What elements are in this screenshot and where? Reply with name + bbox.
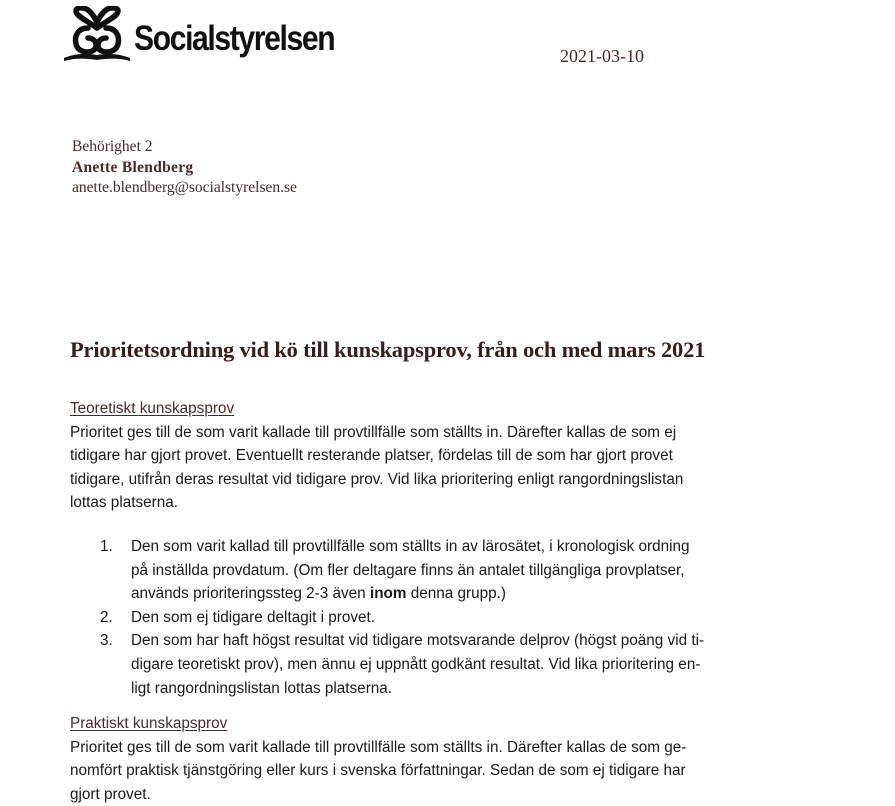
body-line: gjort provet.: [70, 785, 151, 803]
logo-text: Socialstyrelsen: [134, 19, 335, 58]
emphasis-text: inom: [369, 585, 407, 603]
list-line: ligt rangordningslistan lottas platserna.: [131, 679, 393, 697]
sender-block: [72, 137, 297, 199]
list-number: 2.: [100, 608, 113, 626]
body-line: Prioritet ges till de som varit kallade till provtillfälle som ställts in. Därefter kallas de som ej: [70, 423, 677, 441]
body-line: Prioritet ges till de som varit kallade till provtillfälle som ställts in. Därefter kallas de som ge-: [70, 738, 687, 756]
section-practical-exam: [70, 712, 790, 806]
list-number: 1.: [100, 538, 113, 555]
body-line: lottas platserna.: [70, 494, 178, 512]
priority-list: [100, 535, 780, 700]
list-line: digare teoretiskt prov), men ännu ej uppnått godkänt resultat. Vid lika prioritering en-: [131, 655, 701, 673]
section-theoretical-exam: [70, 397, 790, 515]
list-line: Den som ej tidigare deltagit i provet.: [131, 608, 376, 626]
body-line: tidigare har gjort provet. Eventuellt resterande platser, fördelas till de som har gjort provet: [70, 447, 673, 465]
list-item: [100, 629, 780, 700]
logo: [64, 6, 367, 62]
list-line: [131, 582, 780, 606]
document-date: 2021-03-10: [560, 46, 644, 66]
list-line: Den som varit kallad till provtillfälle som ställts in av lärosätet, i kronologisk ordning: [131, 538, 690, 555]
list-item: [100, 606, 780, 630]
list-text: används prioriteringssteg 2-3 även: [131, 585, 370, 603]
list-line: på inställda provdatum. (Om fler deltagare finns än antalet tillgängliga provplatser,: [131, 561, 685, 579]
list-number: 3.: [100, 632, 113, 650]
section-heading: Praktiskt kunskapsprov: [70, 715, 228, 732]
body-line: nomfört praktisk tjänstgöring eller kurs i svenska författningar. Sedan de som ej tidigare har: [70, 762, 686, 780]
list-text: denna grupp.): [406, 585, 507, 603]
sender-name: Anette Blendberg: [72, 158, 194, 176]
sender-email: anette.blendberg@socialstyrelsen.se: [72, 179, 297, 196]
section-heading: Teoretiskt kunskapsprov: [70, 400, 235, 417]
document-title: Prioritetsordning vid kö till kunskapsprov, från och med mars 2021: [70, 337, 706, 362]
list-item: [100, 535, 780, 606]
sender-department: Behörighet 2: [72, 138, 153, 155]
socialstyrelsen-emblem-icon: [64, 6, 130, 62]
body-line: tidigare, utifrån deras resultat vid tidigare prov. Vid lika prioritering enligt rangordningslistan: [70, 470, 684, 488]
list-line: Den som har haft högst resultat vid tidigare motsvarande delprov (högst poäng vid ti-: [131, 632, 705, 650]
